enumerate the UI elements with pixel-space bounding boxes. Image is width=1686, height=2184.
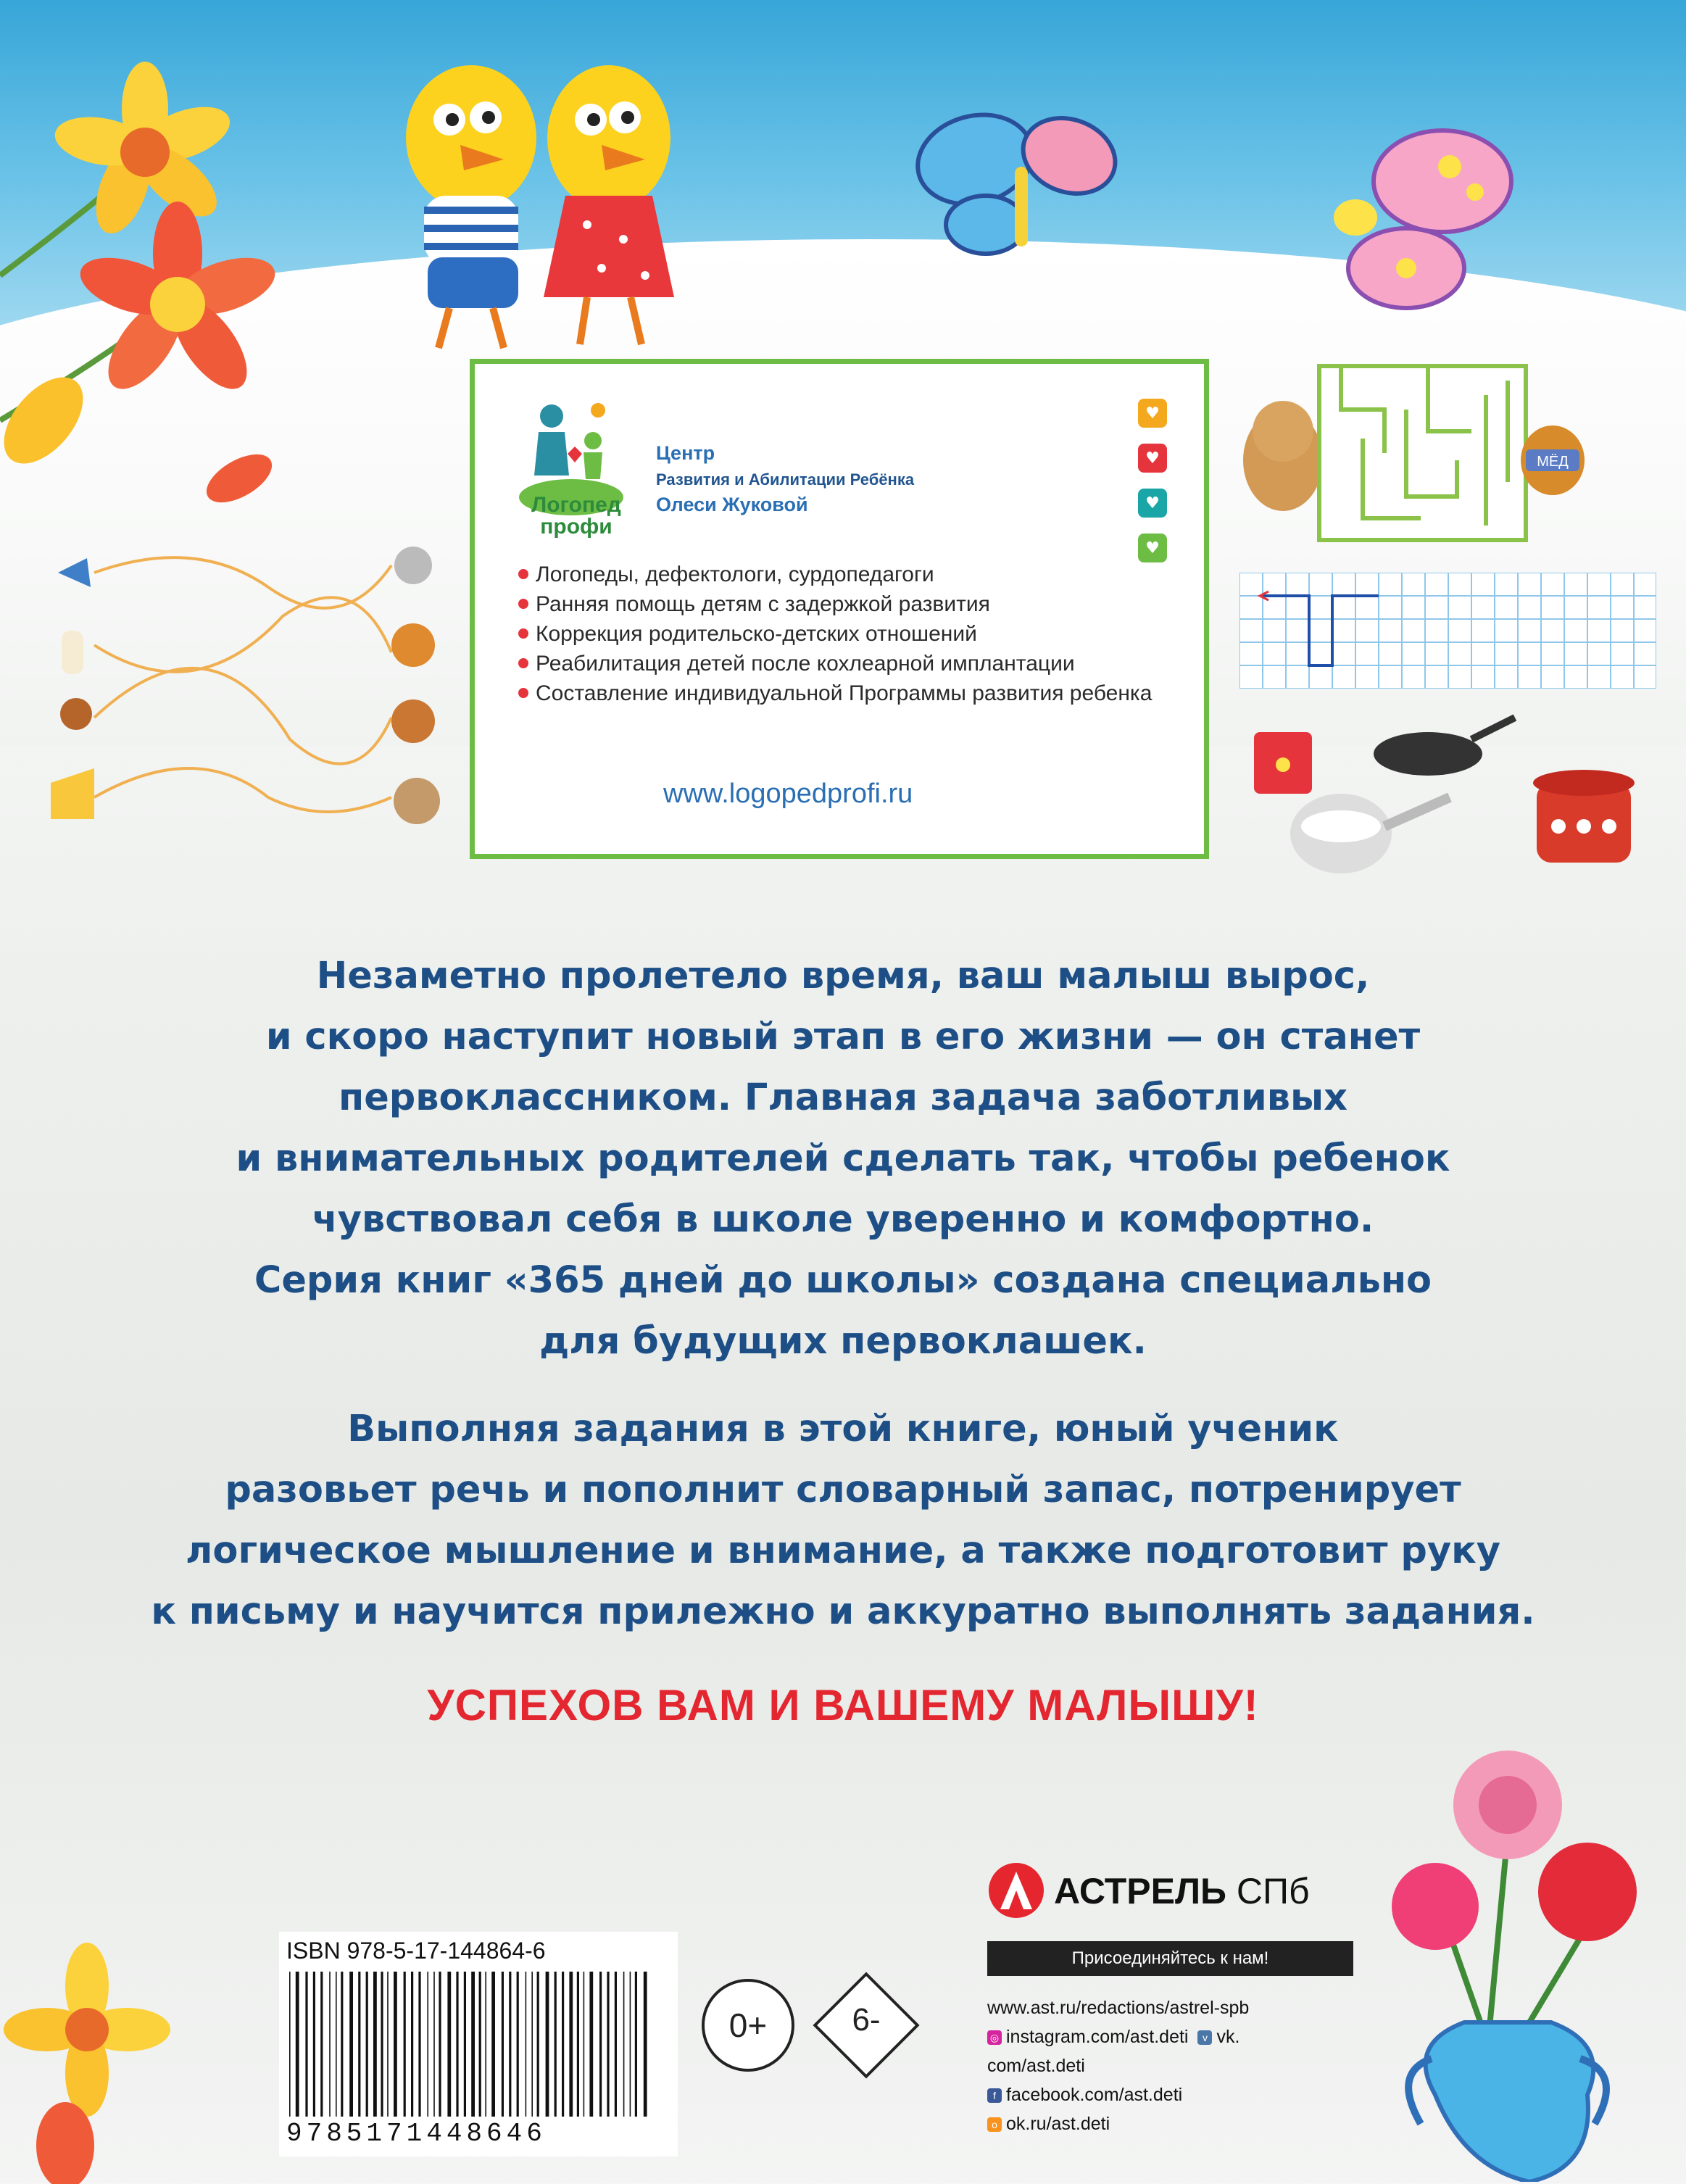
- maze-illustration: [1239, 352, 1587, 555]
- text-line: разовьет речь и пополнит словарный запас, потренирует: [225, 1469, 1461, 1511]
- vk-icon: v: [1197, 2030, 1212, 2045]
- barcode-bar: [555, 1972, 557, 2117]
- barcode-bar: [439, 1972, 441, 2117]
- social-row-instagram-vk: [987, 2022, 1364, 2051]
- barcode-bar: [589, 1972, 593, 2117]
- barcode-bar: [471, 1972, 475, 2117]
- barcode-bar: [584, 1972, 585, 2117]
- barcode-bar: [531, 1972, 533, 2117]
- description-paragraph-2: [0, 1399, 1686, 1643]
- animal-path-maze-illustration: [51, 522, 457, 848]
- barcode-bar: [336, 1972, 337, 2117]
- barcode-bar: [491, 1972, 495, 2117]
- barcode-bar: [329, 1972, 331, 2117]
- heart-icons: [1138, 399, 1167, 578]
- services-list: [518, 560, 1171, 708]
- barcode-bar: [517, 1972, 519, 2117]
- service-item: Логопеды, дефектологи, сурдопедагоги: [518, 560, 1171, 589]
- text-line: логическое мышление и внимание, а также подготовит руку: [186, 1529, 1500, 1572]
- facebook-link[interactable]: facebook.com/ast.deti: [1006, 2085, 1183, 2105]
- vk-link-part1[interactable]: vk.: [1216, 2027, 1240, 2047]
- barcode-bar: [373, 1972, 377, 2117]
- text-line: Серия книг «365 дней до школы» создана специально: [254, 1259, 1432, 1302]
- barcode-bar: [630, 1972, 631, 2117]
- barcode-bar: [623, 1972, 625, 2117]
- barcode-bar: [296, 1972, 299, 2117]
- ok-link[interactable]: ok.ru/ast.deti: [1006, 2114, 1110, 2134]
- wish-heading: УСПЕХОВ ВАМ И ВАШЕМУ МАЛЫШУ!: [427, 1681, 1259, 1730]
- flowers-illustration: [0, 43, 333, 507]
- center-title-line2: Развития и Абилитации Ребёнка: [656, 470, 915, 489]
- grid-exercise-illustration: [1239, 573, 1656, 689]
- odnoklassniki-icon: o: [987, 2117, 1002, 2132]
- barcode-bar: [387, 1972, 389, 2117]
- join-us-banner: Присоединяйтесь к нам!: [987, 1941, 1353, 1976]
- barcode-bar: [456, 1972, 458, 2117]
- text-line: Незаметно пролетело время, ваш малыш вырос,: [316, 955, 1370, 997]
- barcode-bar: [479, 1972, 481, 2117]
- social-row-facebook: [987, 2080, 1364, 2109]
- heart-icon: ♥: [1138, 444, 1167, 473]
- barcode-bar: [485, 1972, 486, 2117]
- center-info-panel: [470, 359, 1209, 859]
- text-line: для будущих первоклашек.: [539, 1320, 1147, 1363]
- barcode-bar: [433, 1972, 435, 2117]
- barcode-bar: [404, 1972, 406, 2117]
- barcode-bar: [411, 1972, 413, 2117]
- barcode-bar: [577, 1972, 579, 2117]
- barcode-bar: [394, 1972, 397, 2117]
- heart-icon: ♥: [1138, 533, 1167, 562]
- barcode-bar: [546, 1972, 549, 2117]
- butterfly-blue-illustration: [913, 101, 1131, 268]
- service-item: Ранняя помощь детям с задержкой развития: [518, 589, 1171, 619]
- logo-wordmark: [518, 494, 634, 538]
- barcode-bar: [562, 1972, 564, 2117]
- barcode-bar: [502, 1972, 504, 2117]
- honey-label: МЁД: [1537, 454, 1569, 470]
- text-line: к письму и научится прилежно и аккуратно выполнять задания.: [151, 1590, 1535, 1633]
- barcode-bar: [418, 1972, 420, 2117]
- heart-icon: ♥: [1138, 489, 1167, 518]
- logo-line2: профи: [540, 515, 612, 539]
- publisher-site-link[interactable]: www.ast.ru/redactions/astrel-spb: [987, 1998, 1250, 2018]
- barcode-bar: [607, 1972, 609, 2117]
- social-row-ok: [987, 2109, 1364, 2138]
- vk-link-part2[interactable]: com/ast.deti: [987, 2056, 1085, 2076]
- center-title-line1: Центр: [656, 442, 715, 464]
- center-title: [656, 439, 914, 517]
- barcode-bar: [313, 1972, 315, 2117]
- text-line: и скоро наступит новый этап в его жизни — он станет: [265, 1016, 1421, 1058]
- text-line: и внимательных родителей сделать так, чтобы ребенок: [236, 1137, 1450, 1180]
- barcode-bar: [569, 1972, 573, 2117]
- chicks-illustration: [370, 51, 718, 362]
- barcode-bar: [644, 1972, 647, 2117]
- barcode-bar: [599, 1972, 602, 2117]
- publisher-city: СПб: [1236, 1871, 1310, 1911]
- barcode-bar: [358, 1972, 360, 2117]
- isbn-barcode-block: [279, 1932, 678, 2156]
- publisher-name-main: АСТРЕЛЬ: [1054, 1871, 1226, 1911]
- heart-icon: ♥: [1138, 399, 1167, 428]
- text-line: чувствовал себя в школе уверенно и комфортно.: [312, 1198, 1374, 1241]
- age-recommendation-text: 6-: [852, 2002, 881, 2038]
- text-line: первоклассником. Главная задача заботливых: [338, 1076, 1348, 1119]
- service-item: Составление индивидуальной Программы развития ребенка: [518, 678, 1171, 708]
- instagram-icon: ◎: [987, 2030, 1002, 2045]
- bottom-flowers-illustration: [0, 1914, 188, 2184]
- barcode-bar: [366, 1972, 368, 2117]
- barcode-bar: [464, 1972, 466, 2117]
- barcode: [286, 1972, 670, 2117]
- barcode-bar: [381, 1972, 383, 2117]
- instagram-link[interactable]: instagram.com/ast.deti: [1006, 2027, 1189, 2047]
- logo-line1: Логопед: [531, 493, 621, 517]
- description-paragraph-1: [0, 946, 1686, 1372]
- rose-vase-illustration: [1363, 1718, 1653, 2182]
- barcode-bar: [305, 1972, 307, 2117]
- barcode-bar: [615, 1972, 617, 2117]
- barcode-bar: [509, 1972, 511, 2117]
- barcode-bar: [349, 1972, 353, 2117]
- service-item: Коррекция родительско-детских отношений: [518, 619, 1171, 649]
- barcode-bar: [537, 1972, 539, 2117]
- barcode-bar: [526, 1972, 527, 2117]
- facebook-icon: f: [987, 2088, 1002, 2103]
- isbn-text: ISBN 978-5-17-144864-6: [286, 1938, 546, 1964]
- text-line: Выполняя задания в этой книге, юный ученик: [347, 1408, 1339, 1450]
- service-item: Реабилитация детей после кохлеарной имплантации: [518, 649, 1171, 678]
- barcode-bar: [635, 1972, 637, 2117]
- barcode-digits: 9785171448646: [286, 2119, 547, 2148]
- publisher-links: [987, 1993, 1364, 2138]
- barcode-bar: [447, 1972, 451, 2117]
- barcode-bar: [289, 1972, 291, 2117]
- barcode-bar: [341, 1972, 343, 2117]
- barcode-bar: [320, 1972, 323, 2117]
- age-rating-badge: 0+: [702, 1979, 794, 2072]
- astrel-logo-icon: [987, 1861, 1045, 1919]
- kitchenware-illustration: [1247, 710, 1653, 906]
- butterfly-pink-illustration: [1297, 123, 1522, 319]
- publisher-name: [1054, 1870, 1310, 1912]
- center-title-line3: Олеси Жуковой: [656, 494, 808, 515]
- barcode-bar: [427, 1972, 428, 2117]
- center-website-link[interactable]: www.logopedprofi.ru: [663, 778, 913, 809]
